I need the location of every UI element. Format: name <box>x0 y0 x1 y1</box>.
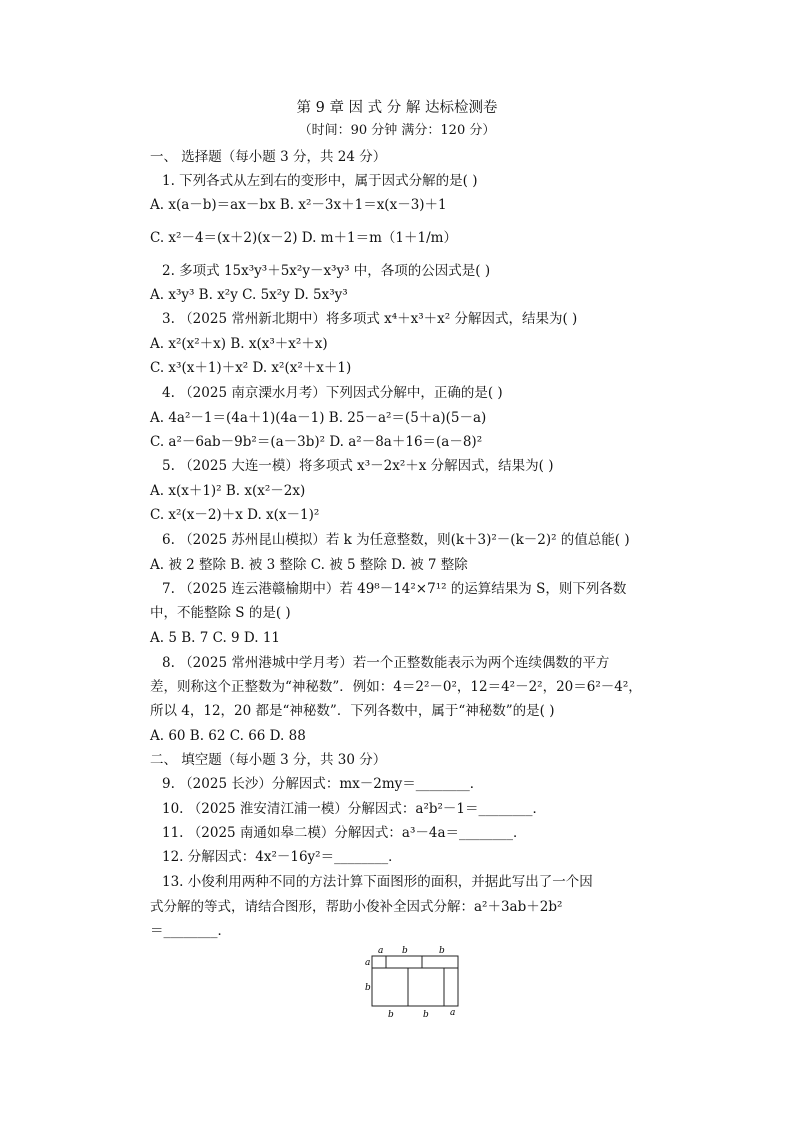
question-8-line-1: 8. （2025 常州港城中学月考）若一个正整数能表示为两个连续偶数的平方 <box>162 655 610 671</box>
question-4: 4. （2025 南京溧水月考）下列因式分解中，正确的是( ) <box>162 385 503 401</box>
figure-bottom-label-b1: b <box>388 1010 394 1020</box>
section-heading-fill: 二、 填空题（每小题 3 分，共 30 分） <box>150 752 387 768</box>
question-5: 5. （2025 大连一模）将多项式 x³－2x²＋x 分解因式，结果为( ) <box>162 458 554 474</box>
page-title: 第 9 章 因 式 分 解 达标检测卷 <box>296 100 498 116</box>
question-4-options-ab: A. 4a²－1＝(4a＋1)(4a－1) B. 25－a²＝(5＋a)(5－a) <box>150 410 487 426</box>
figure-top-label-a: a <box>378 946 384 956</box>
section-heading-choice: 一、 选择题（每小题 3 分，共 24 分） <box>150 149 387 165</box>
question-4-options-cd: C. a²－6ab－9b²＝(a－3b)² D. a²－8a＋16＝(a－8)² <box>150 434 483 450</box>
figure-top-label-b1: b <box>402 946 408 956</box>
question-13-line-1: 13. 小俊利用两种不同的方法计算下面图形的面积，并据此写出了一个因 <box>162 874 593 890</box>
figure-top-label-b2: b <box>439 946 445 956</box>
question-1: 1. 下列各式从左到右的变形中，属于因式分解的是( ) <box>162 173 478 189</box>
question-8-line-3: 所以 4，12，20 都是“神秘数”．下列各数中，属于“神秘数”的是( ) <box>150 703 555 719</box>
question-2-options: A. x³y³ B. x²y C. 5x²y D. 5x³y³ <box>150 287 348 303</box>
question-12: 12. 分解因式：4x²－16y²＝________． <box>162 849 402 865</box>
question-9: 9. （2025 长沙）分解因式：mx－2my＝________． <box>162 776 484 792</box>
figure-left-label-b: b <box>365 983 371 993</box>
figure-left-label-a: a <box>365 958 371 968</box>
question-2: 2. 多项式 15x³y³＋5x²y－x³y³ 中，各项的公因式是( ) <box>162 263 491 279</box>
figure-bottom-label-b2: b <box>423 1010 429 1020</box>
question-13-line-3: ＝________． <box>150 923 231 939</box>
question-5-options-cd: C. x²(x－2)＋x D. x(x－1)² <box>150 507 320 523</box>
area-figure <box>360 940 470 1020</box>
exam-info: （时间：90 分钟 满分：120 分） <box>298 123 496 138</box>
question-6-options: A. 被 2 整除 B. 被 3 整除 C. 被 5 整除 D. 被 7 整除 <box>150 557 468 573</box>
area-figure-svg <box>360 940 470 1020</box>
question-11: 11. （2025 南通如皋二模）分解因式：a³－4a＝________． <box>162 825 527 841</box>
question-3: 3. （2025 常州新北期中）将多项式 x⁴＋x³＋x² 分解因式，结果为( ) <box>162 311 578 327</box>
question-1-options-cd: C. x²－4＝(x＋2)(x－2) D. m＋1＝m（1＋1/m） <box>150 230 457 246</box>
question-3-options-cd: C. x³(x＋1)＋x² D. x²(x²＋x＋1) <box>150 360 352 376</box>
question-8-line-2: 差，则称这个正整数为“神秘数”．例如：4＝2²－0²，12＝4²－2²，20＝6²－4²， <box>150 679 642 695</box>
question-5-options-ab: A. x(x＋1)² B. x(x²－2x) <box>150 483 306 499</box>
question-7-line-1: 7. （2025 连云港赣榆期中）若 49⁸－14²×7¹² 的运算结果为 S，则下列各数 <box>162 581 627 597</box>
figure-bottom-label-a: a <box>450 1008 456 1018</box>
figure-outer-rect <box>372 956 458 1006</box>
question-7-options: A. 5 B. 7 C. 9 D. 11 <box>150 630 281 646</box>
question-8-options: A. 60 B. 62 C. 66 D. 88 <box>150 728 306 744</box>
question-6: 6. （2025 苏州昆山模拟）若 k 为任意整数，则(k＋3)²－(k－2)² 的值总能( ) <box>162 532 630 548</box>
question-1-options-ab: A. x(a－b)＝ax－bx B. x²－3x＋1＝x(x－3)＋1 <box>150 197 447 213</box>
question-10: 10. （2025 淮安清江浦一模）分解因式：a²b²－1＝________． <box>162 801 547 817</box>
question-13-line-2: 式分解的等式，请结合图形，帮助小俊补全因式分解：a²＋3ab＋2b² <box>150 899 563 915</box>
question-7-line-2: 中，不能整除 S 的是( ) <box>150 605 291 621</box>
question-3-options-ab: A. x²(x²＋x) B. x(x³＋x²＋x) <box>150 336 328 352</box>
